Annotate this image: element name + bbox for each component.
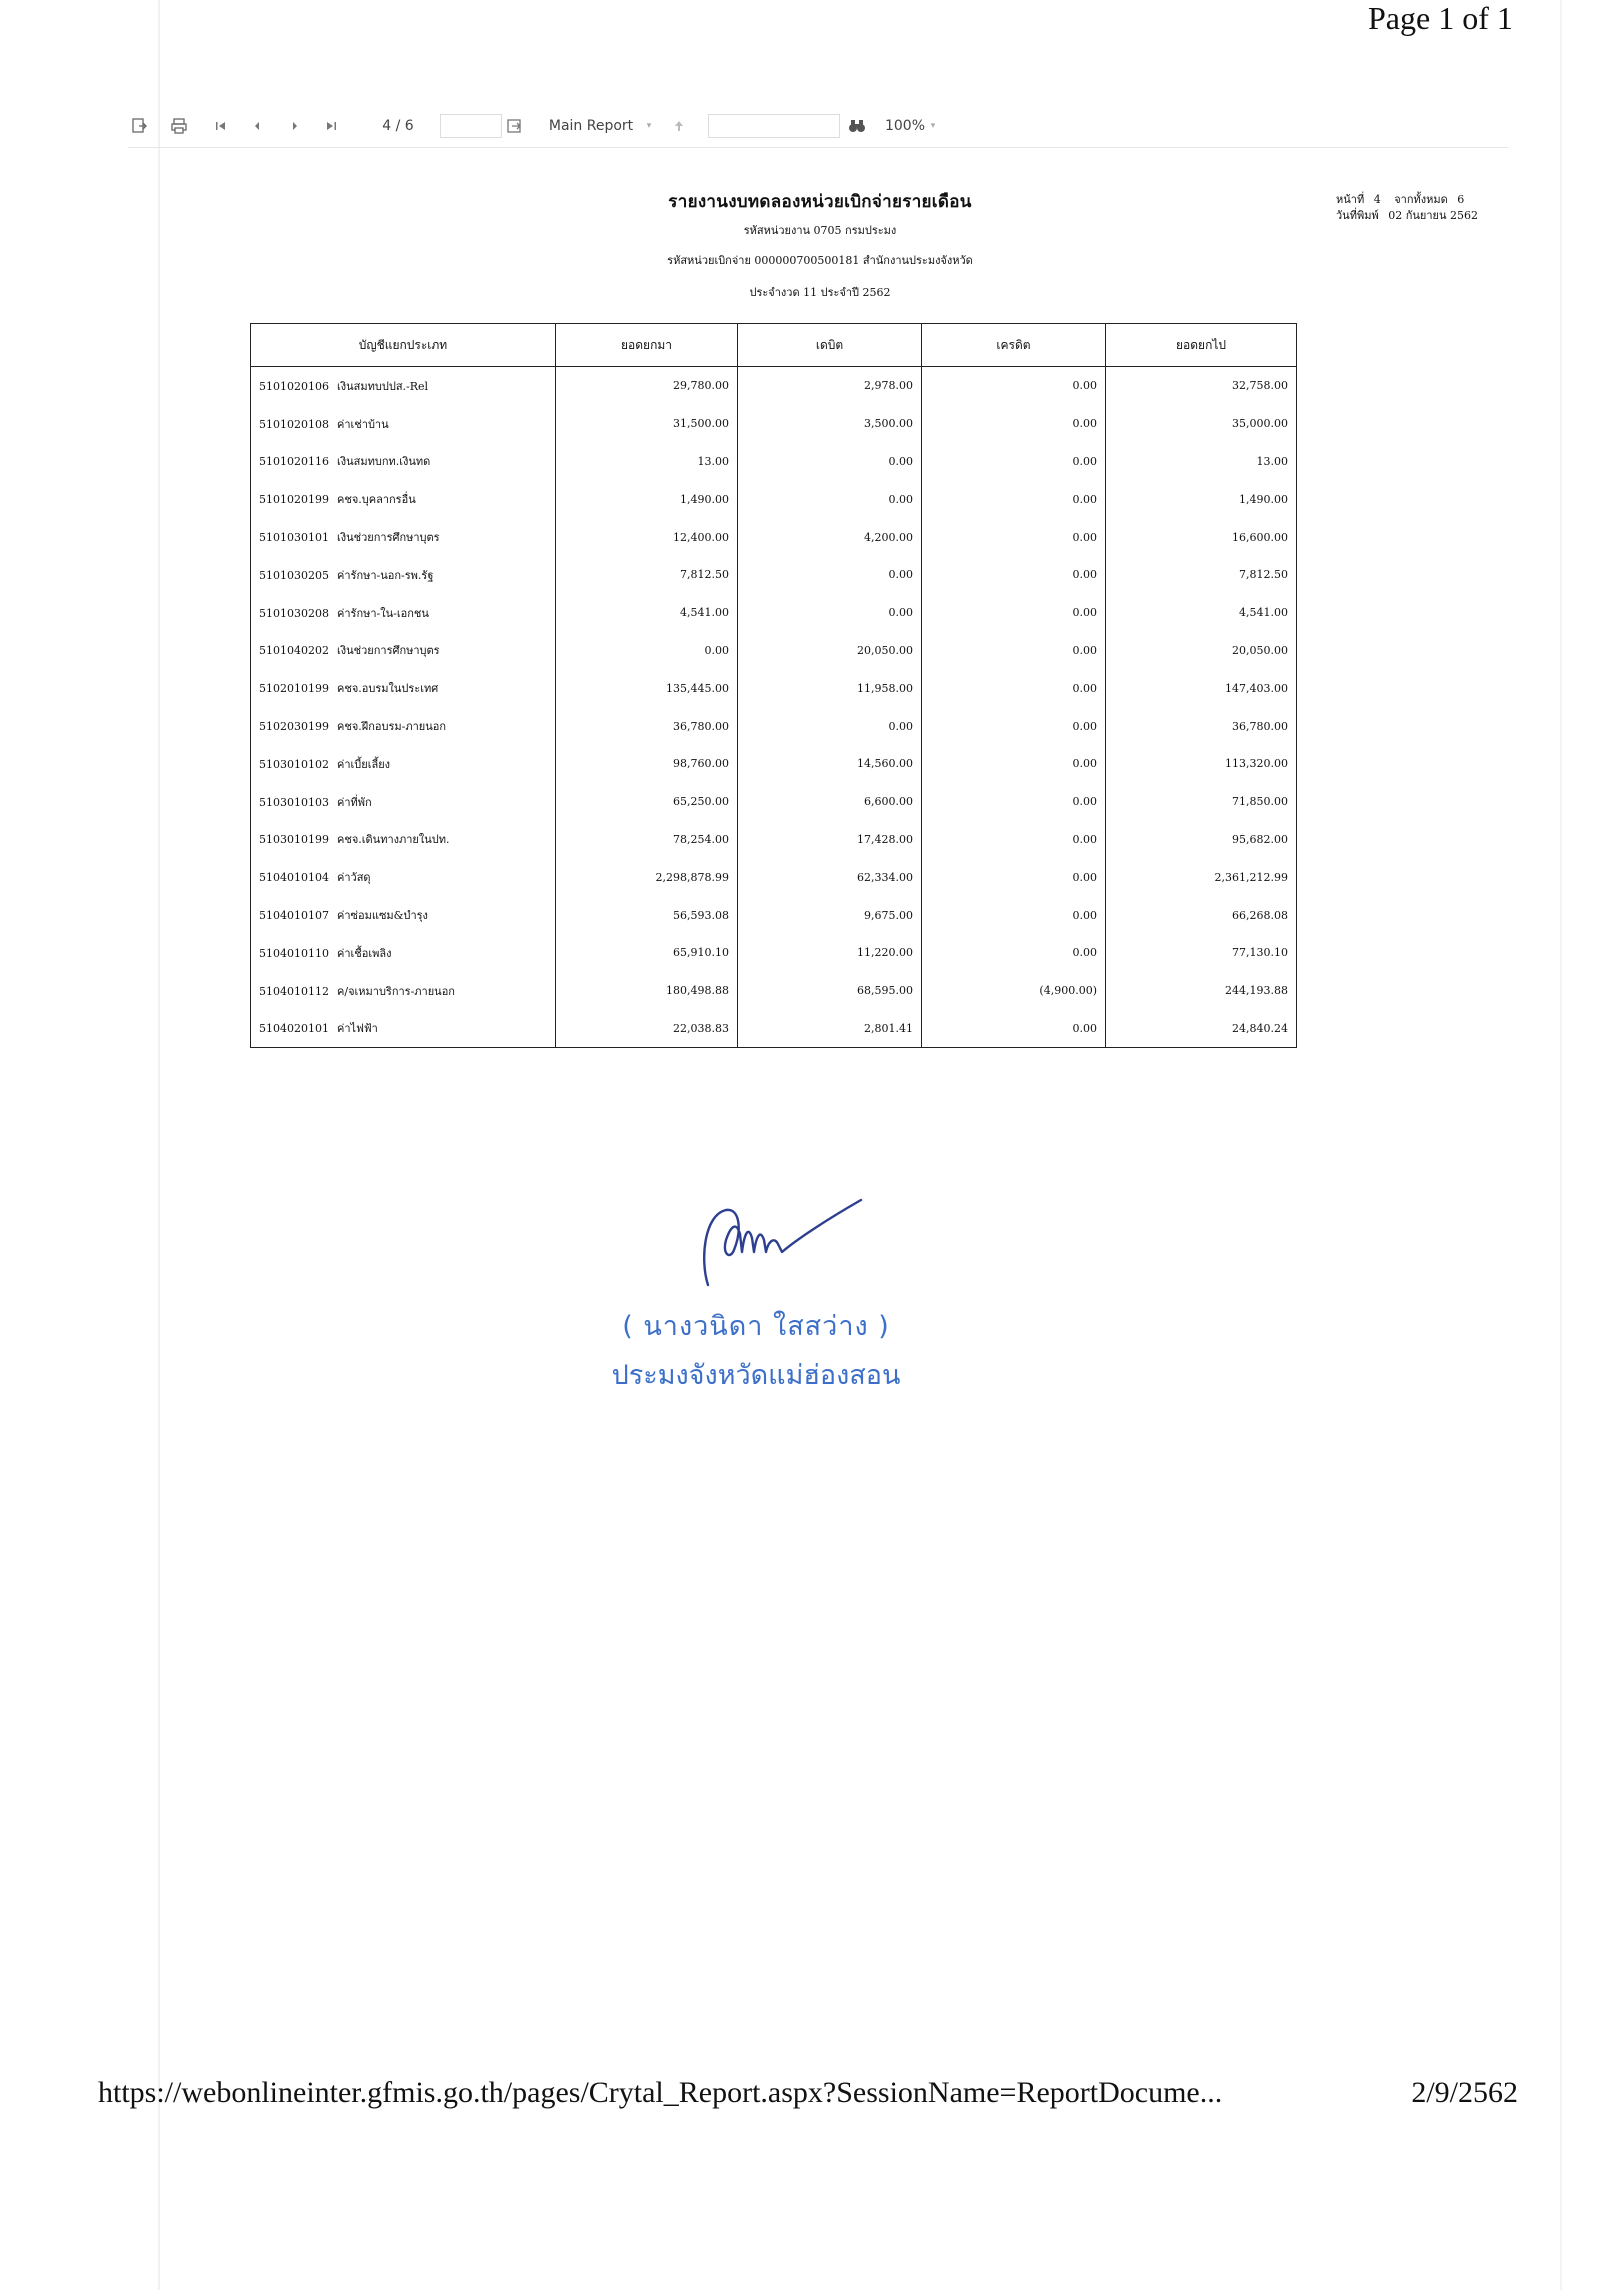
table-row <box>251 518 1297 556</box>
debit-cell: 2,978.00 <box>738 367 922 405</box>
brought-forward-cell: 56,593.08 <box>556 896 738 934</box>
carried-forward-cell: 2,361,212.99 <box>1106 858 1297 896</box>
debit-cell: 20,050.00 <box>738 632 922 670</box>
account-name: เงินสมทบกท.เงินทด <box>337 455 431 469</box>
brought-forward-cell: 135,445.00 <box>556 669 738 707</box>
report-viewer-toolbar <box>128 110 1508 144</box>
account-code: 5104010104 <box>259 871 329 885</box>
carried-forward-cell: 35,000.00 <box>1106 405 1297 443</box>
footer-date: 2/9/2562 <box>1411 2076 1518 2109</box>
account-name: คชจ.ฝึกอบรม-ภายนอก <box>337 720 446 734</box>
credit-cell: 0.00 <box>922 518 1106 556</box>
account-cell <box>251 821 556 859</box>
carried-forward-cell: 113,320.00 <box>1106 745 1297 783</box>
brought-forward-cell: 0.00 <box>556 632 738 670</box>
credit-cell: 0.00 <box>922 858 1106 896</box>
brought-forward-cell: 4,541.00 <box>556 594 738 632</box>
table-body <box>251 367 1297 1048</box>
account-code: 5104020101 <box>259 1022 329 1036</box>
account-code: 5104010107 <box>259 909 329 923</box>
account-name: ค/จเหมาบริการ-ภายนอก <box>337 984 455 998</box>
scan-edge-left <box>158 0 160 2290</box>
account-name: เงินสมทบปปส.-Rel <box>337 379 429 393</box>
table-row <box>251 858 1297 896</box>
brought-forward-cell: 65,910.10 <box>556 934 738 972</box>
search-text-input[interactable] <box>708 114 840 138</box>
account-cell <box>251 783 556 821</box>
credit-cell: 0.00 <box>922 669 1106 707</box>
table-row <box>251 556 1297 594</box>
carried-forward-cell: 7,812.50 <box>1106 556 1297 594</box>
credit-cell: 0.00 <box>922 745 1106 783</box>
brought-forward-cell: 31,500.00 <box>556 405 738 443</box>
debit-cell: 11,958.00 <box>738 669 922 707</box>
page-meta-value: 4 <box>1373 193 1381 206</box>
account-name: คชจ.บุคลากรอื่น <box>337 493 416 507</box>
handwritten-signature <box>696 1190 876 1300</box>
zoom-select[interactable]: 100% <box>884 118 926 134</box>
table-header-row <box>251 324 1297 367</box>
print-date-label: วันที่พิมพ์ <box>1336 209 1379 222</box>
print-date-value: 02 กันยายน 2562 <box>1388 209 1478 222</box>
account-code: 5101020106 <box>259 379 329 393</box>
table-row <box>251 934 1297 972</box>
credit-cell: 0.00 <box>922 443 1106 481</box>
table-row <box>251 972 1297 1010</box>
table-row <box>251 367 1297 405</box>
debit-cell: 0.00 <box>738 480 922 518</box>
table-row <box>251 1010 1297 1048</box>
account-name: ค่าที่พัก <box>337 795 372 809</box>
brought-forward-cell: 29,780.00 <box>556 367 738 405</box>
unit-line: รหัสหน่วยเบิกจ่าย 000000700500181 สำนักงานประมงจังหวัด <box>667 254 973 267</box>
debit-cell: 14,560.00 <box>738 745 922 783</box>
report-title: รายงานงบทดลองหน่วยเบิกจ่ายรายเดือน <box>668 192 972 212</box>
previous-page-icon[interactable] <box>246 114 268 138</box>
carried-forward-cell: 36,780.00 <box>1106 707 1297 745</box>
account-code: 5101020199 <box>259 493 329 507</box>
account-code: 5103010103 <box>259 795 329 809</box>
brought-forward-cell: 180,498.88 <box>556 972 738 1010</box>
page-meta-label: หน้าที่ <box>1336 193 1365 206</box>
account-cell <box>251 405 556 443</box>
carried-forward-cell: 13.00 <box>1106 443 1297 481</box>
brought-forward-cell: 78,254.00 <box>556 821 738 859</box>
table-row <box>251 632 1297 670</box>
debit-cell: 0.00 <box>738 556 922 594</box>
drill-up-icon[interactable] <box>668 114 690 138</box>
debit-cell: 0.00 <box>738 443 922 481</box>
header-account: บัญชีแยกประเภท <box>251 324 556 367</box>
account-name: ค่าวัสดุ <box>337 871 371 885</box>
period-line: ประจำงวด 11 ประจำปี 2562 <box>749 286 891 299</box>
debit-cell: 17,428.00 <box>738 821 922 859</box>
account-cell <box>251 594 556 632</box>
next-page-icon[interactable] <box>284 114 306 138</box>
credit-cell: 0.00 <box>922 783 1106 821</box>
table-row <box>251 669 1297 707</box>
debit-cell: 6,600.00 <box>738 783 922 821</box>
credit-cell: 0.00 <box>922 480 1106 518</box>
carried-forward-cell: 147,403.00 <box>1106 669 1297 707</box>
account-code: 5102030199 <box>259 720 329 734</box>
header-debit: เดบิต <box>738 324 922 367</box>
signer-position: ประมงจังหวัดแม่ฮ่องสอน <box>611 1360 901 1391</box>
report-view-select[interactable]: Main Report <box>548 118 634 134</box>
zoom-dropdown-icon[interactable]: ▾ <box>930 121 936 131</box>
header-brought-forward: ยอดยกมา <box>556 324 738 367</box>
credit-cell: 0.00 <box>922 367 1106 405</box>
debit-cell: 68,595.00 <box>738 972 922 1010</box>
carried-forward-cell: 4,541.00 <box>1106 594 1297 632</box>
signer-name: ( นางวนิดา ใสสว่าง ) <box>622 1311 890 1342</box>
carried-forward-cell: 20,050.00 <box>1106 632 1297 670</box>
account-code: 5101030208 <box>259 606 329 620</box>
table-row <box>251 707 1297 745</box>
header-carried-forward: ยอดยกไป <box>1106 324 1297 367</box>
total-meta-value: 6 <box>1457 193 1465 206</box>
carried-forward-cell: 16,600.00 <box>1106 518 1297 556</box>
account-cell <box>251 518 556 556</box>
brought-forward-cell: 65,250.00 <box>556 783 738 821</box>
account-cell <box>251 858 556 896</box>
debit-cell: 0.00 <box>738 707 922 745</box>
credit-cell: 0.00 <box>922 821 1106 859</box>
brought-forward-cell: 2,298,878.99 <box>556 858 738 896</box>
credit-cell: 0.00 <box>922 896 1106 934</box>
report-header <box>560 188 1080 315</box>
debit-cell: 3,500.00 <box>738 405 922 443</box>
table-row <box>251 594 1297 632</box>
credit-cell: 0.00 <box>922 707 1106 745</box>
account-name: ค่าเบี้ยเลี้ยง <box>337 757 391 771</box>
table-row <box>251 783 1297 821</box>
carried-forward-cell: 32,758.00 <box>1106 367 1297 405</box>
debit-cell: 2,801.41 <box>738 1010 922 1048</box>
brought-forward-cell: 36,780.00 <box>556 707 738 745</box>
account-name: คชจ.อบรมในประเทศ <box>337 682 439 696</box>
account-code: 5103010199 <box>259 833 329 847</box>
carried-forward-cell: 95,682.00 <box>1106 821 1297 859</box>
brought-forward-cell: 98,760.00 <box>556 745 738 783</box>
account-cell <box>251 443 556 481</box>
account-name: เงินช่วยการศึกษาบุตร <box>337 531 440 545</box>
print-icon[interactable] <box>168 114 190 138</box>
brought-forward-cell: 1,490.00 <box>556 480 738 518</box>
account-code: 5101020108 <box>259 417 329 431</box>
brought-forward-cell: 12,400.00 <box>556 518 738 556</box>
account-name: คชจ.เดินทางภายในปท. <box>337 833 450 847</box>
debit-cell: 62,334.00 <box>738 858 922 896</box>
account-name: ค่าไฟฟ้า <box>337 1022 378 1036</box>
brought-forward-cell: 22,038.83 <box>556 1010 738 1048</box>
footer-url: https://webonlineinter.gfmis.go.th/pages/Crytal_Report.aspx?SessionName=ReportDocume... <box>98 2076 1223 2109</box>
dropdown-arrow-icon[interactable]: ▾ <box>646 121 652 131</box>
account-cell <box>251 745 556 783</box>
print-date-row <box>1336 208 1478 224</box>
carried-forward-cell: 71,850.00 <box>1106 783 1297 821</box>
table-row <box>251 443 1297 481</box>
account-cell <box>251 632 556 670</box>
credit-cell: 0.00 <box>922 632 1106 670</box>
carried-forward-cell: 77,130.10 <box>1106 934 1297 972</box>
debit-cell: 9,675.00 <box>738 896 922 934</box>
header-credit: เครดิต <box>922 324 1106 367</box>
credit-cell: 0.00 <box>922 405 1106 443</box>
debit-cell: 11,220.00 <box>738 934 922 972</box>
credit-cell: 0.00 <box>922 934 1106 972</box>
export-icon[interactable] <box>128 114 150 138</box>
account-code: 5101030101 <box>259 531 329 545</box>
account-code: 5101030205 <box>259 568 329 582</box>
account-code: 5104010112 <box>259 984 329 998</box>
table-row <box>251 896 1297 934</box>
account-name: ค่ารักษา-นอก-รพ.รัฐ <box>337 568 434 582</box>
carried-forward-cell: 244,193.88 <box>1106 972 1297 1010</box>
page-meta-row <box>1336 192 1478 208</box>
account-cell <box>251 707 556 745</box>
account-name: ค่ารักษา-ใน-เอกชน <box>337 606 429 620</box>
scan-edge-right <box>1560 0 1562 2290</box>
account-cell <box>251 367 556 405</box>
brought-forward-cell: 13.00 <box>556 443 738 481</box>
account-name: ค่าเชื้อเพลิง <box>337 946 392 960</box>
debit-cell: 0.00 <box>738 594 922 632</box>
report-meta <box>1336 192 1478 224</box>
table-row <box>251 405 1297 443</box>
goto-page-input[interactable] <box>440 114 502 138</box>
trial-balance-table-wrap <box>250 323 1296 1048</box>
table-row <box>251 745 1297 783</box>
account-cell <box>251 669 556 707</box>
account-name: เงินช่วยการศึกษาบุตร <box>337 644 440 658</box>
page-indicator: Page 1 of 1 <box>1368 0 1513 36</box>
account-cell <box>251 556 556 594</box>
toolbar-divider <box>128 147 1508 148</box>
brought-forward-cell: 7,812.50 <box>556 556 738 594</box>
account-cell <box>251 896 556 934</box>
page-position: 4 / 6 <box>382 118 414 134</box>
account-code: 5101020116 <box>259 455 329 469</box>
binoculars-icon[interactable] <box>846 114 868 138</box>
group-tree-icon[interactable] <box>504 114 526 138</box>
debit-cell: 4,200.00 <box>738 518 922 556</box>
table-row <box>251 821 1297 859</box>
account-name: ค่าเช่าบ้าน <box>337 417 389 431</box>
credit-cell: 0.00 <box>922 556 1106 594</box>
credit-cell: 0.00 <box>922 594 1106 632</box>
account-cell <box>251 1010 556 1048</box>
carried-forward-cell: 66,268.08 <box>1106 896 1297 934</box>
agency-line: รหัสหน่วยงาน 0705 กรมประมง <box>743 224 897 237</box>
carried-forward-cell: 1,490.00 <box>1106 480 1297 518</box>
account-code: 5103010102 <box>259 757 329 771</box>
last-page-icon[interactable] <box>320 114 342 138</box>
credit-cell: 0.00 <box>922 1010 1106 1048</box>
account-code: 5104010110 <box>259 946 329 960</box>
account-cell <box>251 480 556 518</box>
trial-balance-table <box>250 323 1297 1048</box>
total-meta-label: จากทั้งหมด <box>1394 193 1448 206</box>
signer-block <box>540 1304 972 1396</box>
first-page-icon[interactable] <box>210 114 232 138</box>
account-code: 5102010199 <box>259 682 329 696</box>
account-cell <box>251 972 556 1010</box>
account-name: ค่าซ่อมแซม&บำรุง <box>337 909 428 923</box>
table-row <box>251 480 1297 518</box>
account-code: 5101040202 <box>259 644 329 658</box>
carried-forward-cell: 24,840.24 <box>1106 1010 1297 1048</box>
credit-cell: (4,900.00) <box>922 972 1106 1010</box>
account-cell <box>251 934 556 972</box>
